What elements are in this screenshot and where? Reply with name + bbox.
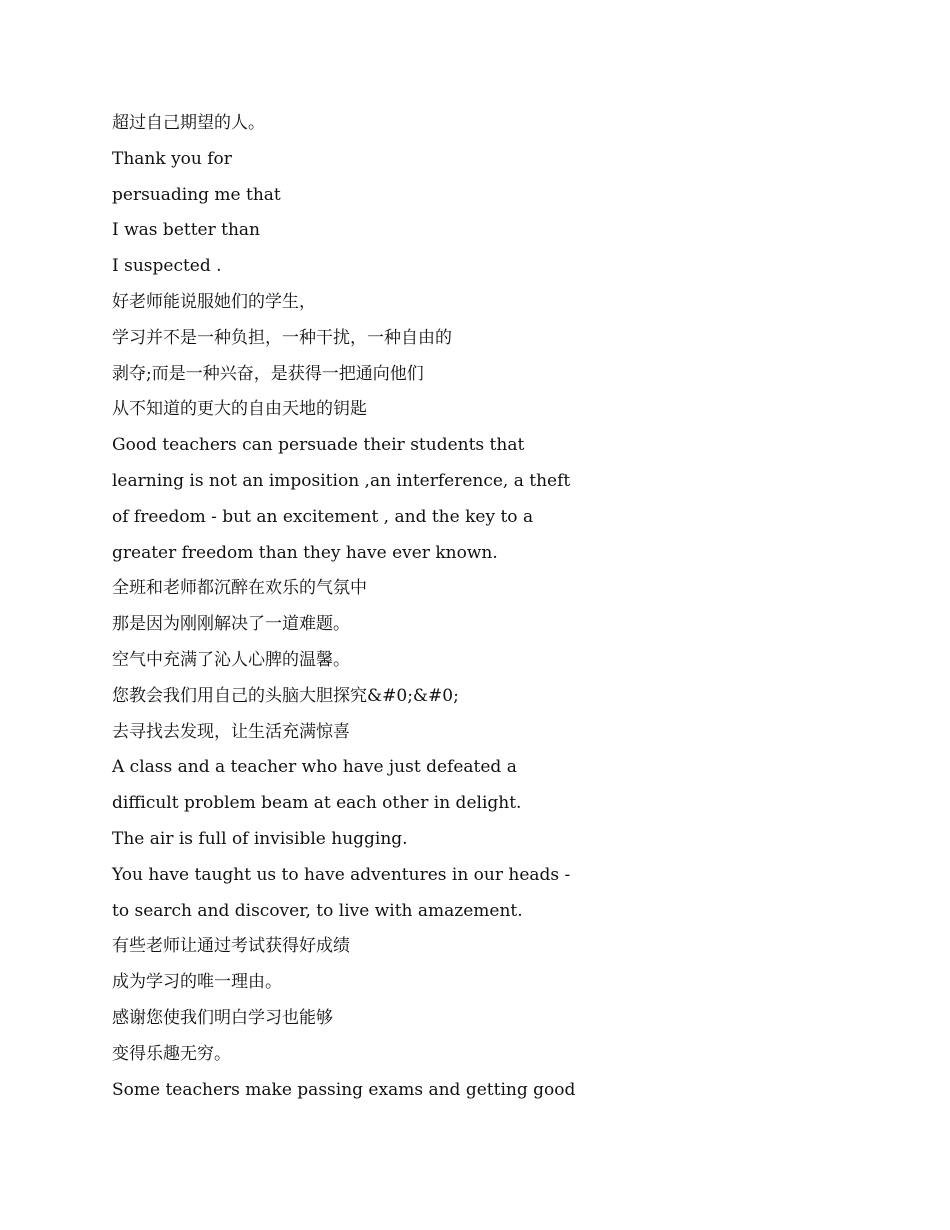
text-line: Good teachers can persuade their students that [112, 435, 525, 456]
text-line: 您教会我们用自己的头脑大胆探究&#0;&#0; [112, 685, 459, 706]
text-line: 空气中充满了沁人心脾的温馨。 [112, 649, 350, 670]
text-line: Thank you for [112, 148, 232, 169]
document-body [112, 106, 832, 1108]
text-line: 感谢您使我们明白学习也能够 [112, 1007, 333, 1028]
text-line: 剥夺;而是一种兴奋，是获得一把通向他们 [112, 363, 424, 384]
text-line: I was better than [112, 220, 260, 241]
text-line: 全班和老师都沉醉在欢乐的气氛中 [112, 578, 367, 599]
text-line: 超过自己期望的人。 [112, 113, 265, 133]
text-line: persuading me that [112, 184, 281, 205]
text-line: 好老师能说服她们的学生， [112, 291, 316, 312]
text-line: 变得乐趣无穷。 [112, 1043, 231, 1064]
text-line: A class and a teacher who have just defeated a [112, 757, 517, 778]
text-line: 从不知道的更大的自由天地的钥匙 [112, 399, 367, 420]
text-line: 那是因为刚刚解决了一道难题。 [112, 614, 350, 635]
text-line: 成为学习的唯一理由。 [112, 972, 282, 993]
text-line: The air is full of invisible hugging. [112, 828, 408, 849]
text-line: to search and discover, to live with amazement. [112, 900, 523, 921]
text-line: difficult problem beam at each other in delight. [112, 793, 522, 814]
text-line: You have taught us to have adventures in our heads - [112, 864, 571, 885]
text-line: 有些老师让通过考试获得好成绩 [112, 936, 350, 957]
text-line: greater freedom than they have ever known. [112, 542, 498, 563]
text-line: learning is not an imposition ,an interference, a theft [112, 470, 571, 491]
text-line: Some teachers make passing exams and getting good [112, 1079, 576, 1100]
text-line: 去寻找去发现，让生活充满惊喜 [112, 721, 350, 742]
text-line: of freedom - but an excitement , and the key to a [112, 506, 534, 527]
text-line: 学习并不是一种负担，一种干扰，一种自由的 [112, 327, 452, 348]
text-line: I suspected . [112, 256, 222, 277]
